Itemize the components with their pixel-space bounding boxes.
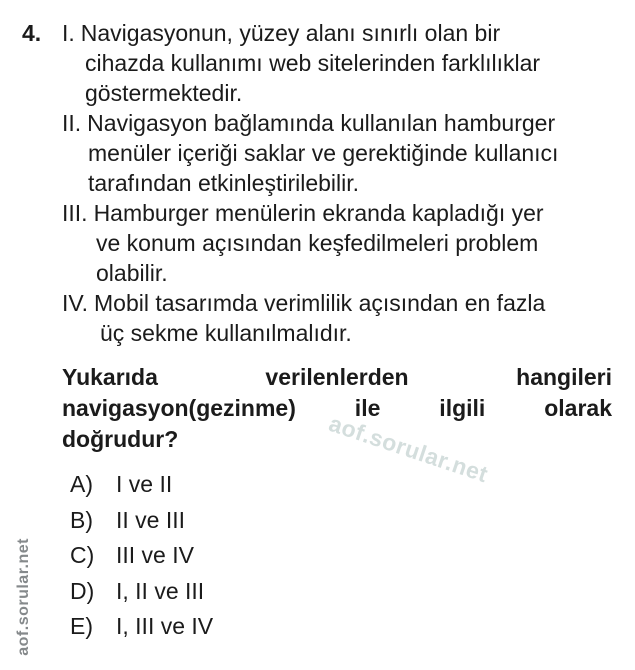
statement-iv-line-2: üç sekme kullanılmalıdır.: [100, 320, 352, 346]
option-a-letter: A): [70, 471, 93, 497]
option-row-e[interactable]: [70, 614, 213, 650]
statement-iii-text-1: Hamburger menülerin ekranda kapladığı yer: [93, 200, 544, 226]
question-number: 4.: [22, 20, 42, 46]
watermark-diagonal: aof.sorular.net: [325, 410, 492, 488]
option-e-letter: E): [70, 613, 93, 639]
question-stem: [62, 362, 612, 455]
statement-i-numeral: I.: [62, 20, 75, 46]
options-list: [70, 472, 213, 650]
statement-ii-numeral: II.: [62, 110, 82, 136]
question-stem-line-1: Yukarıda verilenlerden hangileri: [62, 364, 612, 390]
statement-i-line-1: [62, 18, 618, 48]
option-row-c[interactable]: [70, 543, 213, 579]
statement-i-line-3: göstermektedir.: [85, 80, 243, 106]
statement-iv-numeral: IV.: [62, 290, 89, 316]
option-a-text: I ve II: [116, 471, 173, 497]
option-row-a[interactable]: [70, 472, 213, 508]
statement-ii-line-1: [62, 108, 618, 138]
option-b-text: II ve III: [116, 506, 186, 533]
question-stem-line-2: navigasyon(gezinme) ile ilgili olarak: [62, 395, 612, 421]
option-d-letter: D): [70, 577, 95, 604]
option-e-text: I, III ve IV: [116, 613, 214, 639]
option-row-b[interactable]: [70, 508, 213, 544]
statement-iii-numeral: III.: [62, 200, 88, 226]
statement-ii-line-3: tarafından etkinleştirilebilir.: [88, 170, 360, 196]
option-d-text: I, II ve III: [116, 577, 205, 604]
statement-i-line-2: cihazda kullanımı web sitelerinden farklılıklar: [85, 50, 541, 76]
option-c-letter: C): [70, 542, 95, 568]
option-b-letter: B): [70, 506, 93, 533]
statement-ii-text-1: Navigasyon bağlamında kullanılan hamburger: [87, 110, 556, 136]
option-c-text: III ve IV: [116, 542, 194, 568]
watermark-side: aof.sorular.net: [15, 538, 32, 656]
statement-ii-line-2: menüler içeriği saklar ve gerektiğinde kullanıcı: [88, 140, 559, 166]
statement-iii-line-1: [62, 198, 618, 228]
statement-i-text-1: Navigasyonun, yüzey alanı sınırlı olan bir: [80, 20, 501, 46]
statement-iii-line-3: olabilir.: [96, 260, 168, 286]
question-stem-line-3: doğrudur?: [62, 426, 179, 452]
statement-iv-text-1: Mobil tasarımda verimlilik açısından en fazla: [94, 290, 546, 316]
statement-list: [62, 18, 618, 348]
statement-iii-line-2: ve konum açısından keşfedilmeleri problem: [96, 230, 539, 256]
option-row-d[interactable]: [70, 579, 213, 615]
statement-iv-line-1: [62, 288, 618, 318]
